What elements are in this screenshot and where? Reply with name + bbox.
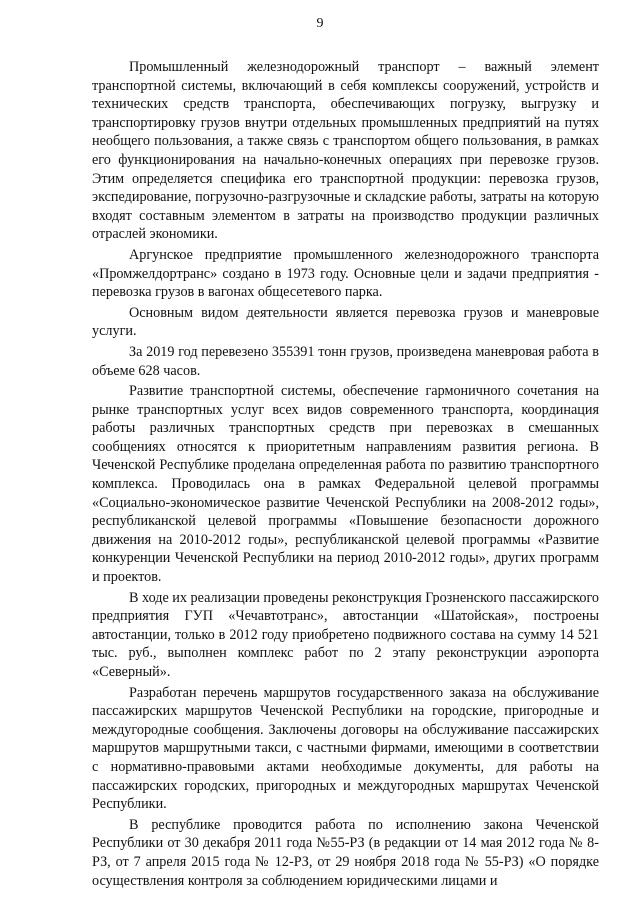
- paragraph-main-activity: Основным видом деятельности является перевозка грузов и маневровые услуги.: [92, 304, 599, 340]
- paragraph-reconstruction: В ходе их реализации проведены реконструкция Грозненского пассажирского предприятия ГУП «Чечавтотранс», автостанции «Шатойская», построены автостанции, только в 2012 году приобретено подвижного состава на сумму 14 521 тыс. руб., выполнен комплекс работ по 2 этапу реконструкции аэропорта «Северный».: [92, 589, 600, 680]
- paragraph-industrial-rail-transport: Промышленный железнодорожный транспорт – важный элемент транспортной системы, включающий в себя комплексы сооружений, устройств и технических средств транспорта, обеспечивающих погрузку, выгрузку и транспортировку грузов внутри отдельных промышленных предприятий на путях необщего пользования, а также связь с транспортом общего пользования, в рамках его функционирования на начально-конечных операциях при перевозке грузов. Этим определяется специфика его транспортной продукции: перевозка грузов, экспедирование, погрузочно-разгрузочные и складские работы, затраты на которую входят составным элементом в затраты на производство продукции различных отраслей экономики.: [92, 59, 599, 243]
- paragraph-law-enforcement: В республике проводится работа по исполнению закона Чеченской Республики от 30 декабря 2011 года №55-РЗ (в редакции от 14 мая 2012 года № 8-РЗ, от 7 апреля 2015 года № 12-РЗ, от 29 ноября 2018 года № 55-РЗ) «О порядке осуществления контроля за соблюдением юридическими лицами и: [92, 816, 599, 889]
- paragraph-2019-cargo: За 2019 год перевезено 355391 тонн грузов, произведена маневровая работа в объеме 628 часов.: [92, 343, 599, 379]
- document-body: [92, 58, 599, 890]
- page-number: 9: [316, 16, 324, 31]
- paragraph-route-list: Разработан перечень маршрутов государственного заказа на обслуживание пассажирских маршрутов Чеченской Республики на городские, пригородные и междугородные сообщения. Заключены договоры на обслуживание пассажирских маршрутов маршрутными такси, с частными фирмами, имеющими в соответствии с нормативно-правовыми актами необходимые документы, для работы на пассажирских городских, пригородных и междугородных маршрутах Чеченской Республики.: [92, 684, 599, 813]
- paragraph-transport-development: Развитие транспортной системы, обеспечение гармоничного сочетания на рынке транспортных услуг всех видов современного транспорта, координация работы различных транспортных средств при перевозках в смешанных сообщениях относятся к приоритетным направлениям развития региона. В Чеченской Республике проделана определенная работа по развитию транспортного комплекса. Проводилась она в рамках Федеральной целевой программы «Социально-экономическое развитие Чеченской Республики на 2008-2012 годы», республиканской целевой программы «Повышение безопасности дорожного движения на 2010-2012 годы», республиканской целевой программы «Развитие конкуренции Чеченской Республики на период 2010-2012 годы», других программ и проектов.: [92, 383, 599, 586]
- paragraph-argun-enterprise: Аргунское предприятие промышленного железнодорожного транспорта «Промжелдортранс» создано в 1973 году. Основные цели и задачи предприятия - перевозка грузов в вагонах общесетевого парка.: [92, 246, 599, 301]
